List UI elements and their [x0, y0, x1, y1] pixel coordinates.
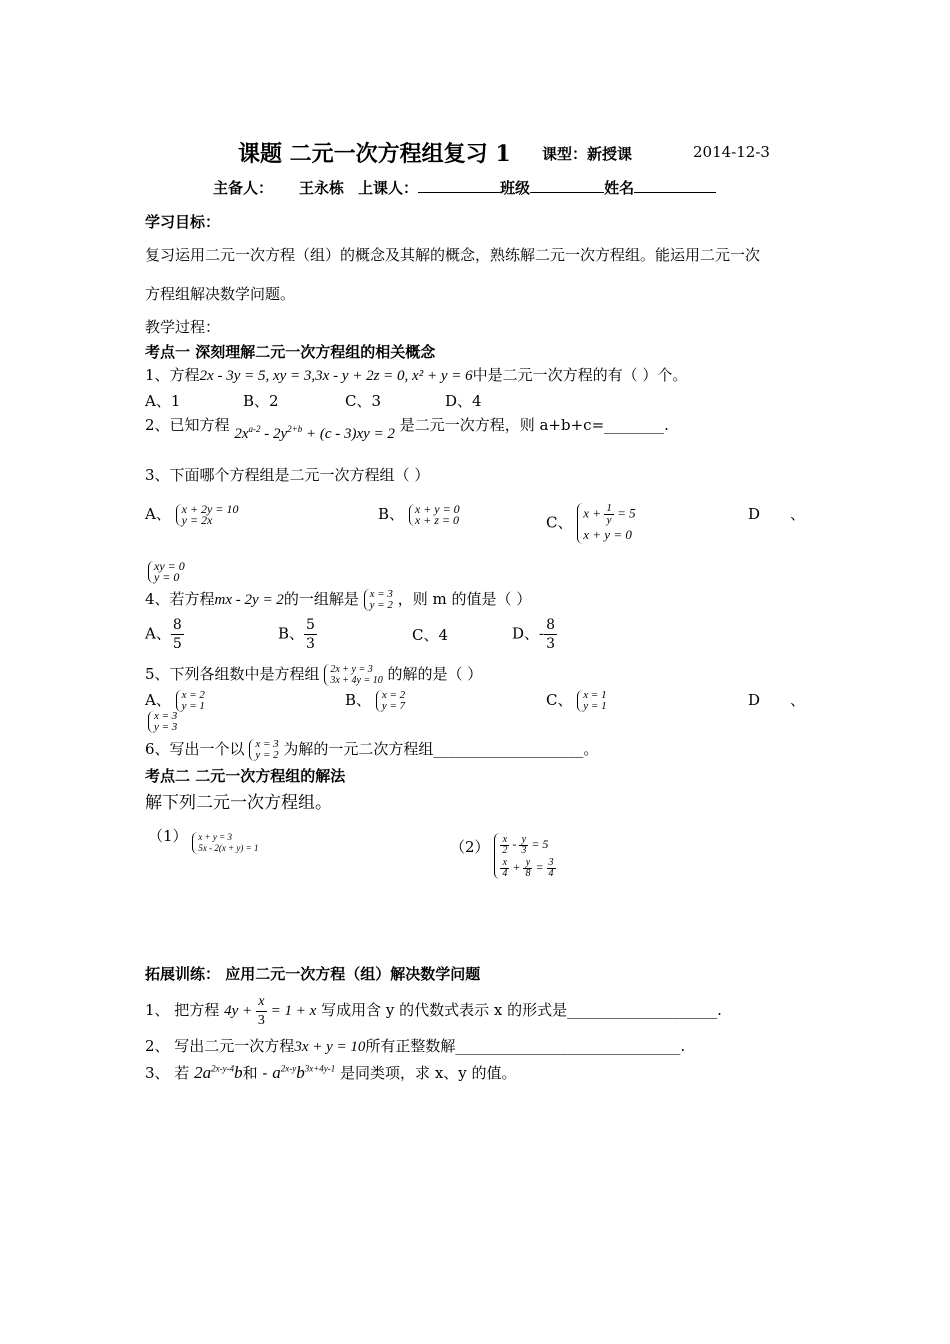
q4-option-a[interactable]: A、 $\frac{8}{5}$ [145, 617, 182, 652]
problem-1: （1） x + y = 3 5x - 2(x + y) = 1 [148, 827, 259, 853]
section2-intro: 解下列二元一次方程组。 [145, 793, 332, 813]
class-label: 班级 [500, 179, 531, 197]
process-heading: 教学过程： [145, 318, 221, 336]
page-title: 课题 二元一次方程组复习 1 [238, 141, 511, 167]
q4-option-c[interactable]: C、4 [412, 626, 449, 644]
q1-option-d[interactable]: D、4 [445, 392, 482, 410]
lesson-type: 课型：新授课 [542, 145, 633, 163]
preparer-label: 主备人： [213, 179, 274, 197]
objectives-heading: 学习目标： [145, 213, 221, 231]
q3-option-c[interactable]: C、 x + $\frac{1}{y}$ = 5 x + y = 0 [546, 502, 636, 542]
name-blank[interactable] [634, 178, 716, 193]
teacher-blank[interactable] [418, 178, 500, 193]
teacher-label: 上课人： [358, 179, 419, 197]
q3-option-d-system: xy = 0 y = 0 [148, 561, 185, 583]
q6: 6、写出一个以 x = 3 y = 2 为解的一元二次方程组____________________。 [145, 738, 599, 761]
lesson-date: 2014-12-3 [693, 143, 770, 161]
staff-line [213, 177, 716, 198]
q1-option-c[interactable]: C、3 [345, 392, 382, 410]
objectives-line-2: 方程组解决数学问题。 [145, 285, 296, 303]
ext-q2: 2、 写出二元一次方程3x + y = 10所有正整数解______________________________. [145, 1037, 686, 1055]
section1-heading: 考点一 深刻理解二元一次方程组的相关概念 [145, 343, 436, 361]
q2-equation: $2x^{a-2} - 2y^{2+b} + (c - 3)xy = 2$ [234, 424, 395, 442]
q4-option-b[interactable]: B、 $\frac{5}{3}$ [278, 617, 315, 652]
section2-heading: 考点二 二元一次方程组的解法 [145, 767, 346, 785]
q5-option-d[interactable]: D 、 [748, 691, 806, 709]
q3-option-a[interactable]: A、 x + 2y = 10 y = 2x [145, 502, 239, 527]
ext-q1: 1、 把方程 4y + $\frac{x}{3}$ = 1 + x 写成用含 y 的代数式表示 x 的形式是____________________. [145, 994, 722, 1028]
ext-q3: 3、 若 $2a^{2x-y-4}b$和 - $a^{2x-y}b^{3x+4y-1}$ 是同类项，求 x、y 的值。 [145, 1063, 517, 1082]
q5: 5、下列各组数中是方程组 2x + y = 3 3x + 4y = 10 的解的是（ ） [145, 664, 483, 686]
ext-q1-equation: 4y + $\frac{x}{3}$ = 1 + x [224, 994, 317, 1028]
ext-q3-term2: $a^{2x-y}b^{3x+4y-1}$ [272, 1063, 336, 1082]
q4-option-d[interactable]: D、- $\frac{8}{3}$ [512, 617, 556, 652]
q4: 4、若方程mx - 2y = 2的一组解是 x = 3 y = 2 ，则 m 的值是（ ） [145, 588, 532, 611]
problem-2: （2） $\frac{x}{2}$ - $\frac{y}{3}$ = 5 $\frac{x}{4}$ + $\frac{y}{8}$ = $\frac{3}{4}$ [450, 833, 554, 879]
q1: 1、方程2x - 3y = 5, xy = 3,3x - y + 2z = 0, x² + y = 6中是二元一次方程的有（ ）个。 [145, 366, 688, 384]
q5-option-b[interactable]: B、 x = 2 y = 7 [345, 689, 406, 712]
q1-option-a[interactable]: A、1 [145, 392, 181, 410]
name-label: 姓名 [604, 179, 635, 197]
ext-q3-term1: $2a^{2x-y-4}b$ [194, 1063, 243, 1082]
objectives-line-1: 复习运用二元一次方程（组）的概念及其解的概念，熟练解二元一次方程组。能运用二元一次 [145, 246, 761, 264]
section3-heading: 拓展训练： 应用二元一次方程（组）解决数学问题 [145, 965, 481, 983]
q3-option-d[interactable]: D 、 [748, 505, 806, 523]
q2: 2、已知方程 $2x^{a-2} - 2y^{2+b} + (c - 3)xy = 2$ 是二元一次方程，则 a+b+c=________. [145, 416, 669, 442]
q1-option-b[interactable]: B、2 [243, 392, 279, 410]
q1-equations: 2x - 3y = 5, xy = 3,3x - y + 2z = 0, x² + y = 6 [199, 368, 473, 384]
q3-option-b[interactable]: B、 x + y = 0 x + z = 0 [378, 502, 460, 527]
q5-option-c[interactable]: C、 x = 1 y = 1 [546, 689, 607, 712]
class-blank[interactable] [530, 178, 604, 193]
q5-option-d-system: x = 3 y = 3 [148, 711, 177, 733]
preparer-name: 王永栋 [299, 179, 345, 197]
q3: 3、下面哪个方程组是二元一次方程组（ ） [145, 466, 430, 484]
q5-option-a[interactable]: A、 x = 2 y = 1 [145, 689, 205, 712]
